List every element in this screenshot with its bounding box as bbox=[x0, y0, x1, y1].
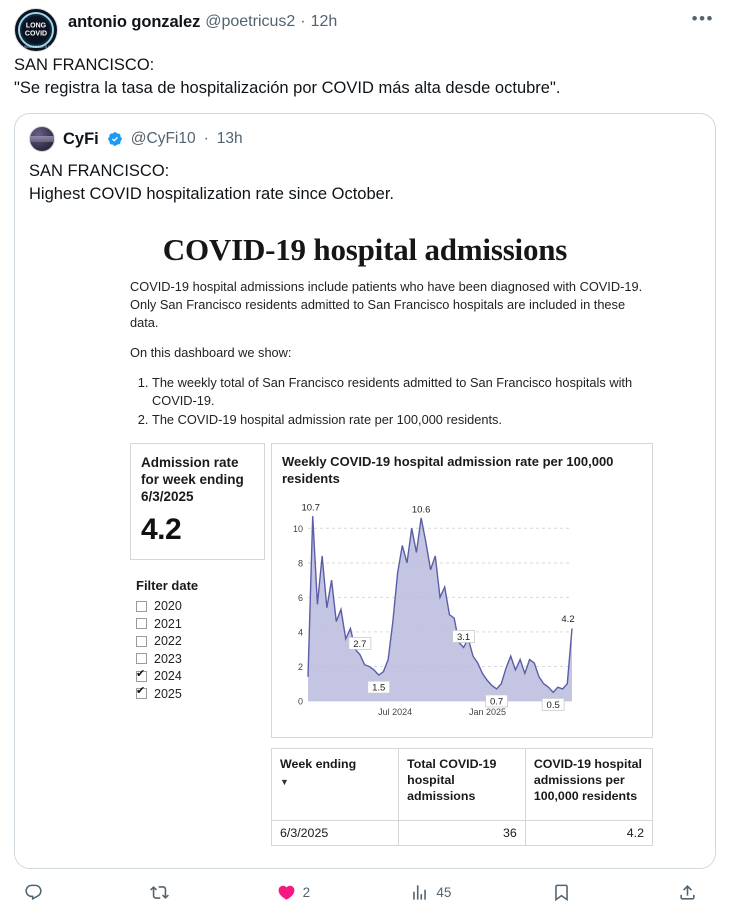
svg-text:2: 2 bbox=[297, 661, 303, 672]
share-icon bbox=[678, 883, 697, 902]
quoted-tweet-text-line-1: SAN FRANCISCO: bbox=[29, 162, 170, 180]
dashboard-paragraph-1: COVID-19 hospital admissions include patients who have been diagnosed with COVID-19. Only San Francisco residents admitted to San Francisco hospitals are included in these data. bbox=[130, 279, 643, 330]
avatar-arc-text: AWARENESS bbox=[21, 44, 51, 49]
share-button[interactable] bbox=[678, 883, 704, 902]
dashboard-title: COVID-19 hospital admissions bbox=[162, 232, 568, 267]
views-icon bbox=[410, 883, 429, 902]
quoted-display-name[interactable]: CyFi bbox=[63, 129, 99, 148]
heart-icon bbox=[277, 883, 296, 902]
quoted-tweet-text-line-2: Highest COVID hospitalization rate since October. bbox=[29, 185, 395, 203]
avatar-text bbox=[15, 23, 57, 38]
filter-checkbox-2025[interactable] bbox=[136, 687, 263, 701]
table bbox=[272, 749, 652, 845]
quoted-tweet-header bbox=[29, 126, 701, 152]
filter-checkbox-2021[interactable] bbox=[136, 617, 263, 631]
tweet-actions bbox=[0, 869, 730, 912]
dashboard-list-item: 2. The COVID-19 hospital admission rate per 100,000 residents. bbox=[152, 411, 675, 429]
dashboard-list-item: 1. The weekly total of San Francisco residents admitted to San Francisco hospitals with COVID-19. bbox=[152, 374, 675, 410]
quoted-avatar[interactable] bbox=[29, 126, 55, 152]
dashboard-description bbox=[15, 278, 715, 362]
dashboard-panels bbox=[15, 443, 715, 738]
kpi-value: 4.2 bbox=[141, 513, 182, 546]
filter-label: 2024 bbox=[154, 669, 182, 683]
table-header-label: Week ending bbox=[280, 757, 357, 771]
retweet-button[interactable] bbox=[150, 883, 176, 902]
sort-caret-icon[interactable]: ▼ bbox=[280, 777, 289, 787]
filter-checkbox-2024[interactable] bbox=[136, 669, 263, 683]
svg-text:8: 8 bbox=[297, 558, 303, 569]
table-cell-admissions-per-100k: 4.2 bbox=[525, 821, 652, 846]
outer-tweet-author bbox=[68, 8, 716, 34]
dashboard-left-column bbox=[130, 443, 265, 704]
svg-text:10: 10 bbox=[292, 523, 303, 534]
outer-tweet-text-line-1: SAN FRANCISCO: bbox=[14, 56, 155, 74]
svg-text:Jan 2025: Jan 2025 bbox=[468, 707, 507, 717]
kpi-label: Admission rate for week ending 6/3/2025 bbox=[141, 455, 244, 504]
svg-text:10.7: 10.7 bbox=[301, 502, 320, 514]
table-cell-week-ending: 6/3/2025 bbox=[272, 821, 399, 846]
svg-text:Jul 2024: Jul 2024 bbox=[378, 707, 413, 717]
table-header-total-admissions[interactable]: Total COVID-19 hospital admissions bbox=[399, 749, 526, 821]
checkbox-icon[interactable] bbox=[136, 636, 147, 647]
outer-tweet-text bbox=[14, 54, 716, 100]
separator-dot: · bbox=[300, 13, 306, 30]
filter-checkbox-2022[interactable] bbox=[136, 634, 263, 648]
svg-text:1.5: 1.5 bbox=[372, 682, 386, 694]
svg-text:0: 0 bbox=[297, 696, 303, 707]
admissions-table bbox=[271, 748, 653, 846]
like-count: 2 bbox=[302, 885, 311, 900]
outer-tweet-header bbox=[14, 8, 716, 52]
display-name[interactable]: antonio gonzalez bbox=[68, 12, 201, 31]
avatar-text-line2: COVID bbox=[24, 30, 48, 37]
like-button[interactable] bbox=[277, 883, 311, 902]
svg-text:4.2: 4.2 bbox=[561, 613, 575, 625]
table-header-week-ending[interactable] bbox=[272, 749, 399, 821]
filter-label: 2022 bbox=[154, 634, 182, 648]
dashboard-image[interactable] bbox=[15, 218, 715, 868]
checkbox-icon[interactable] bbox=[136, 601, 147, 612]
quoted-timestamp[interactable]: 13h bbox=[216, 130, 243, 147]
bookmark-button[interactable] bbox=[552, 883, 578, 902]
filter-checkbox-2020[interactable] bbox=[136, 599, 263, 613]
chart-svg bbox=[282, 495, 582, 727]
reply-icon bbox=[24, 883, 43, 902]
retweet-icon bbox=[150, 883, 169, 902]
dashboard-paragraph-2: On this dashboard we show: bbox=[130, 345, 292, 360]
chart-area[interactable] bbox=[282, 495, 642, 727]
svg-text:0.5: 0.5 bbox=[546, 699, 560, 711]
admission-rate-kpi bbox=[130, 443, 265, 560]
verified-badge-icon bbox=[107, 131, 123, 147]
filter-label: 2023 bbox=[154, 651, 182, 666]
avatar-text-line1: LONG bbox=[25, 22, 47, 30]
admission-rate-chart-panel bbox=[271, 443, 653, 738]
quoted-tweet-body bbox=[15, 114, 715, 206]
quoted-handle[interactable]: @CyFi10 bbox=[130, 130, 196, 147]
table-header-admissions-per-100k[interactable]: COVID-19 hospital admissions per 100,000 residents bbox=[533, 757, 642, 803]
chart-title: Weekly COVID-19 hospital admission rate per 100,000 residents bbox=[282, 454, 614, 486]
quoted-separator-dot: · bbox=[203, 130, 209, 147]
svg-text:3.1: 3.1 bbox=[456, 631, 471, 643]
filter-label: 2021 bbox=[154, 616, 182, 631]
checkbox-icon-checked[interactable] bbox=[136, 671, 147, 682]
svg-text:4: 4 bbox=[297, 627, 303, 638]
handle[interactable]: @poetricus2 bbox=[205, 13, 296, 30]
filter-date-panel bbox=[130, 574, 265, 701]
quoted-tweet-card[interactable] bbox=[14, 113, 716, 869]
checkbox-icon[interactable] bbox=[136, 618, 147, 629]
table-cell-total-admissions: 36 bbox=[399, 821, 526, 846]
table-row bbox=[272, 821, 652, 846]
dashboard-list bbox=[15, 374, 715, 429]
more-options-icon[interactable]: ••• bbox=[691, 9, 714, 28]
filter-label: 2025 bbox=[154, 686, 182, 701]
filter-checkbox-2023[interactable] bbox=[136, 652, 263, 666]
timestamp[interactable]: 12h bbox=[310, 13, 338, 30]
checkbox-icon-checked[interactable] bbox=[136, 688, 147, 699]
table-header-row bbox=[272, 749, 652, 821]
svg-text:6: 6 bbox=[297, 592, 303, 603]
bookmark-icon bbox=[552, 883, 571, 902]
quoted-tweet-text bbox=[29, 160, 701, 206]
svg-text:0.7: 0.7 bbox=[489, 696, 504, 708]
outer-tweet-text-line-2: "Se registra la tasa de hospitalización por COVID más alta desde octubre". bbox=[14, 79, 561, 97]
views-count: 45 bbox=[436, 885, 452, 900]
svg-text:10.6: 10.6 bbox=[411, 504, 431, 516]
image-crop-edge bbox=[15, 867, 715, 868]
checkbox-icon[interactable] bbox=[136, 653, 147, 664]
filter-label: 2020 bbox=[154, 599, 182, 613]
views-button[interactable] bbox=[410, 883, 451, 902]
filter-date-title: Filter date bbox=[136, 578, 199, 593]
svg-text:2.7: 2.7 bbox=[353, 638, 367, 650]
avatar[interactable] bbox=[14, 8, 58, 52]
reply-button[interactable] bbox=[24, 883, 50, 902]
